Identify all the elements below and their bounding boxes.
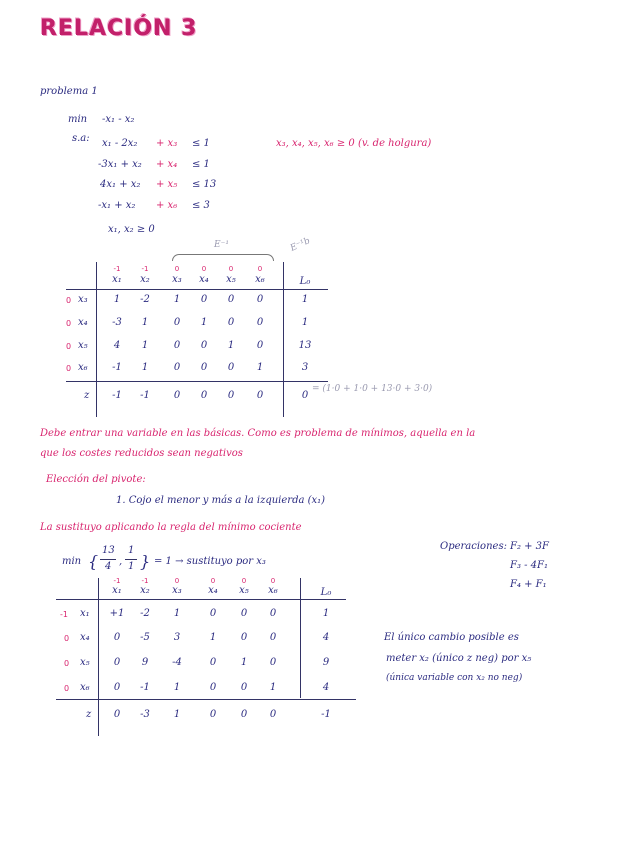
column-cost: 0 (210, 577, 216, 585)
brace-close: } (140, 552, 151, 571)
table-cell: 1 (141, 317, 149, 328)
z-note: = (1·0 + 1·0 + 13·0 + 3·0) (312, 384, 433, 394)
z-cell: -3 (140, 709, 150, 720)
left-divider (98, 578, 99, 736)
row-cost: 0 (66, 296, 72, 305)
operations-label: Operaciones: (440, 541, 507, 552)
table-cell: 0 (227, 317, 235, 328)
header-divider (56, 599, 346, 600)
table-cell: 4 (113, 340, 121, 351)
column-cost: 0 (174, 265, 180, 273)
table-cell: 0 (173, 362, 181, 373)
table-cell: 1 (173, 608, 181, 619)
table-cell: 4 (322, 632, 330, 643)
row-cost: 0 (66, 319, 72, 328)
min-result: = 1 → sustituyo por x₃ (154, 556, 266, 567)
column-header: L₀ (299, 276, 311, 287)
column-header: x₃ (172, 585, 182, 596)
frac-bar (100, 559, 116, 560)
objective-expression: -x₁ - x₂ (102, 114, 135, 125)
table-cell: 0 (209, 608, 217, 619)
column-cost: -1 (141, 577, 149, 585)
pivot-step: 1. Cojo el menor y más a la izquierda (x₁) (116, 495, 326, 506)
z-cell: 0 (113, 709, 121, 720)
table-cell: 0 (113, 632, 121, 643)
row-variable: x₅ (78, 340, 88, 351)
z-cell: -1 (321, 709, 331, 720)
column-header: x₁ (112, 274, 122, 285)
note-line: meter x₂ (único z neg) por x₅ (386, 653, 532, 664)
paragraph-line: que los costes reducidos sean negativos (40, 448, 243, 459)
frac-denominator: 4 (105, 561, 112, 572)
table-cell: 1 (256, 362, 264, 373)
row-variable: x₆ (78, 362, 88, 373)
constraint-lhs: 4x₁ + x₂ (100, 179, 141, 190)
column-header: L₀ (320, 587, 332, 598)
constraint-lhs: -3x₁ + x₂ (98, 159, 142, 170)
row-variable: x₁ (80, 608, 90, 619)
table-cell: 0 (240, 632, 248, 643)
pivot-title: Elección del pivote: (46, 474, 146, 485)
constraint-rel: ≤ 13 (192, 179, 217, 190)
column-header: x₂ (140, 274, 150, 285)
z-cell: 0 (301, 390, 309, 401)
table-cell: 0 (173, 340, 181, 351)
z-label: z (84, 390, 90, 401)
row-cost: 0 (64, 659, 70, 668)
constraint-rel: ≤ 1 (192, 159, 210, 170)
table-cell: 0 (256, 317, 264, 328)
table-cell: 1 (200, 317, 208, 328)
table-cell: 1 (301, 317, 309, 328)
problem-label: problema 1 (40, 86, 98, 97)
column-header: x₄ (199, 274, 209, 285)
table-cell: 1 (113, 294, 121, 305)
page-title: RELACIÓN 3 (40, 16, 198, 41)
table-cell: -5 (140, 632, 150, 643)
table-cell: -2 (140, 294, 150, 305)
column-header: x₁ (112, 585, 122, 596)
table-cell: 0 (240, 682, 248, 693)
z-cell: 0 (173, 390, 181, 401)
table-cell: 1 (209, 632, 217, 643)
right-divider (283, 262, 284, 417)
table-cell: 3 (301, 362, 309, 373)
column-header: x₆ (255, 274, 265, 285)
row-variable: x₆ (80, 682, 90, 693)
table-cell: 0 (209, 682, 217, 693)
table-cell: 1 (322, 608, 330, 619)
z-divider (66, 381, 328, 382)
left-divider (96, 262, 97, 417)
table-cell: -1 (112, 362, 122, 373)
table-cell: 0 (240, 608, 248, 619)
table-cell: -3 (112, 317, 122, 328)
frac-numerator: 13 (102, 545, 115, 556)
table-cell: 0 (209, 657, 217, 668)
table-cell: +1 (109, 608, 125, 619)
column-header: x₆ (268, 585, 278, 596)
table-cell: 13 (298, 340, 312, 351)
frac-denominator: 1 (128, 561, 135, 572)
nonnegativity: x₁, x₂ ≥ 0 (108, 224, 155, 235)
table-cell: 0 (256, 340, 264, 351)
table-cell: 1 (141, 362, 149, 373)
table-cell: 0 (173, 317, 181, 328)
table-cell: -2 (140, 608, 150, 619)
comma: , (119, 556, 123, 567)
brace-label-b: E⁻¹b (288, 236, 312, 254)
column-header: x₄ (208, 585, 218, 596)
row-cost: 0 (64, 634, 70, 643)
table-cell: 0 (113, 682, 121, 693)
operation-item: F₃ - 4F₁ (510, 560, 548, 571)
z-cell: 0 (200, 390, 208, 401)
brace-open: { (88, 552, 99, 571)
table-cell: 0 (227, 294, 235, 305)
table-cell: 0 (200, 362, 208, 373)
z-cell: -1 (140, 390, 150, 401)
row-variable: x₃ (78, 294, 88, 305)
constraint-lhs: x₁ - 2x₂ (102, 138, 138, 149)
operation-item: F₄ + F₁ (510, 579, 547, 590)
table-cell: 0 (269, 632, 277, 643)
table-cell: 1 (173, 682, 181, 693)
table-cell: 9 (141, 657, 149, 668)
z-divider (56, 699, 356, 700)
column-cost: 0 (228, 265, 234, 273)
objective-prefix: min (68, 114, 88, 125)
column-header: x₅ (226, 274, 236, 285)
constraint-slack: + x₅ (156, 179, 178, 190)
row-variable: x₄ (80, 632, 90, 643)
column-cost: -1 (113, 265, 121, 273)
row-variable: x₅ (80, 657, 90, 668)
constraint-slack: + x₄ (156, 159, 178, 170)
row-cost: 0 (64, 684, 70, 693)
z-cell: 0 (240, 709, 248, 720)
brace-label-e: E⁻¹ (214, 240, 229, 250)
row-variable: x₄ (78, 317, 88, 328)
slack-note: x₃, x₄, x₅, x₆ ≥ 0 (v. de holgura) (276, 138, 432, 149)
column-cost: 0 (257, 265, 263, 273)
column-header: x₂ (140, 585, 150, 596)
column-cost: 0 (270, 577, 276, 585)
constraints-label: s.a: (72, 133, 90, 144)
z-label: z (86, 709, 92, 720)
table-cell: 0 (227, 362, 235, 373)
ratio-line: La sustituyo aplicando la regla del mínimo cociente (40, 522, 302, 533)
z-cell: 0 (269, 709, 277, 720)
table-cell: 1 (141, 340, 149, 351)
right-divider (300, 578, 301, 698)
z-cell: 0 (209, 709, 217, 720)
column-cost: -1 (141, 265, 149, 273)
row-cost: -1 (60, 610, 68, 619)
header-divider (66, 289, 328, 290)
column-cost: -1 (113, 577, 121, 585)
table-cell: 9 (322, 657, 330, 668)
row-cost: 0 (66, 342, 72, 351)
table-cell: 0 (256, 294, 264, 305)
column-header: x₅ (239, 585, 249, 596)
table-cell: 1 (240, 657, 248, 668)
constraint-slack: + x₃ (156, 138, 178, 149)
operation-item: F₂ + 3F (510, 541, 549, 552)
paragraph-line: Debe entrar una variable en las básicas. Como es problema de mínimos, aquella en la (40, 428, 476, 439)
table-cell: 4 (322, 682, 330, 693)
note-line: El único cambio posible es (384, 632, 519, 643)
row-cost: 0 (66, 364, 72, 373)
table-cell: 1 (227, 340, 235, 351)
constraint-slack: + x₆ (156, 200, 178, 211)
column-header: x₃ (172, 274, 182, 285)
note-line: (única variable con x₂ no neg) (386, 673, 523, 683)
table-cell: -1 (140, 682, 150, 693)
frac-numerator: 1 (128, 545, 135, 556)
table-cell: 0 (113, 657, 121, 668)
table-cell: 0 (200, 294, 208, 305)
table-cell: 1 (301, 294, 309, 305)
constraint-rel: ≤ 1 (192, 138, 210, 149)
column-cost: 0 (241, 577, 247, 585)
constraint-rel: ≤ 3 (192, 200, 210, 211)
column-cost: 0 (201, 265, 207, 273)
table-cell: -4 (172, 657, 182, 668)
table-cell: 0 (200, 340, 208, 351)
table-cell: 0 (269, 608, 277, 619)
z-cell: 1 (173, 709, 181, 720)
z-cell: -1 (112, 390, 122, 401)
table-cell: 3 (173, 632, 181, 643)
frac-bar (125, 559, 137, 560)
table-cell: 1 (269, 682, 277, 693)
column-cost: 0 (174, 577, 180, 585)
z-cell: 0 (227, 390, 235, 401)
basis-brace (172, 254, 274, 261)
table-cell: 0 (269, 657, 277, 668)
constraint-lhs: -x₁ + x₂ (98, 200, 136, 211)
min-prefix: min (62, 556, 82, 567)
table-cell: 1 (173, 294, 181, 305)
z-cell: 0 (256, 390, 264, 401)
